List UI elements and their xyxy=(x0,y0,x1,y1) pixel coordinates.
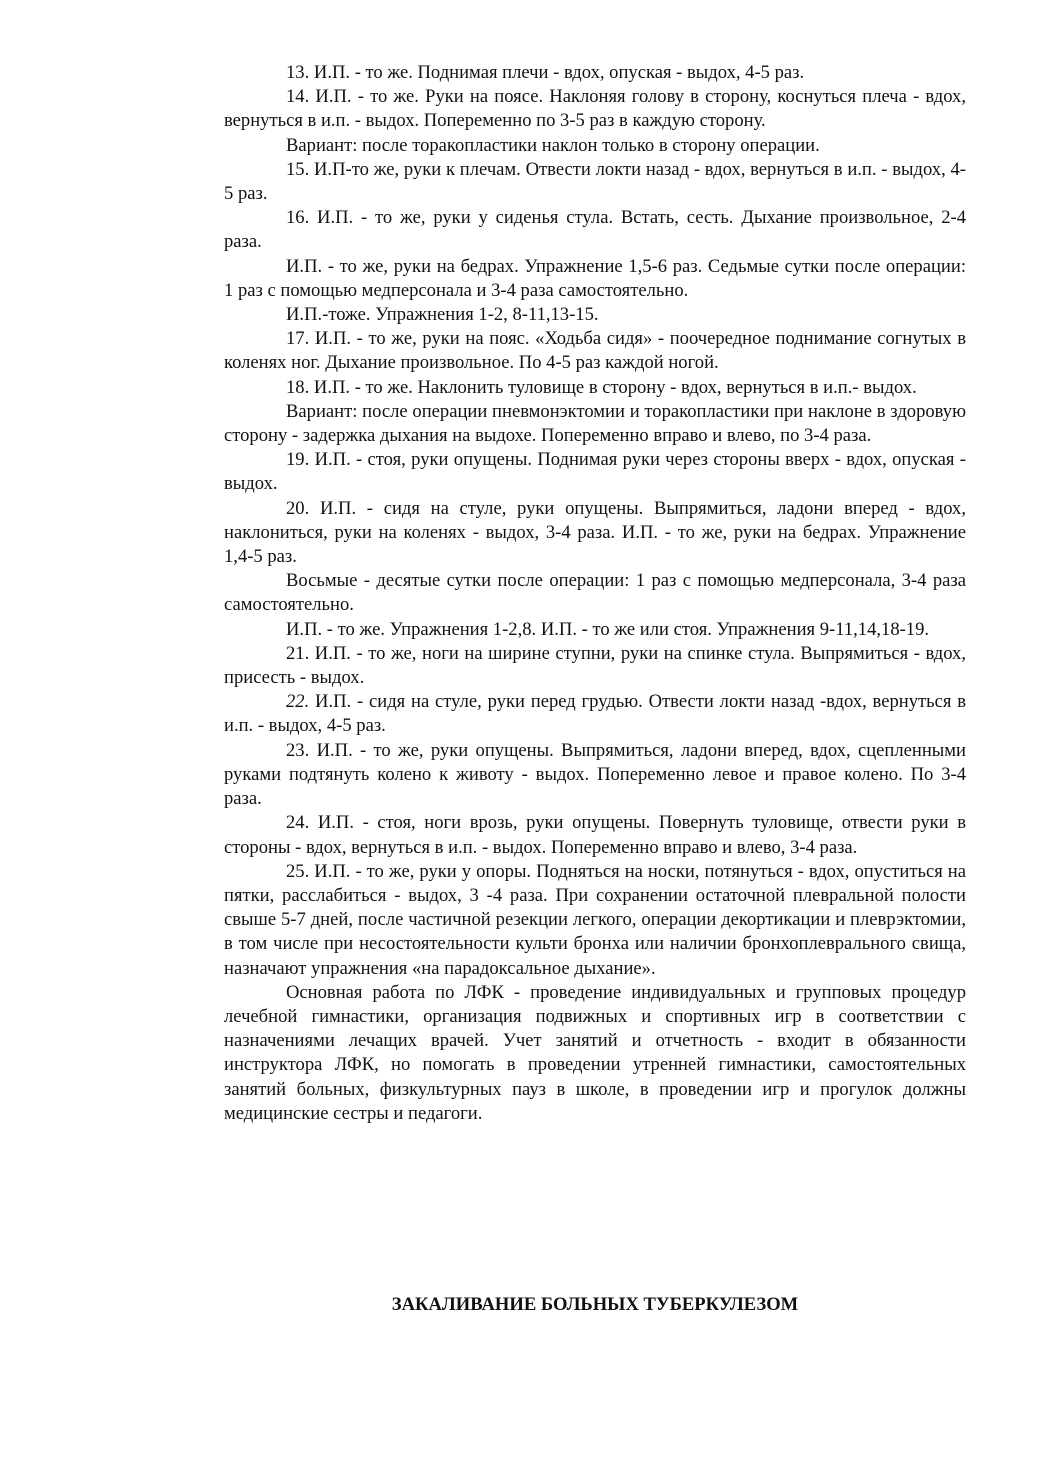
paragraph-exercise-21: 21. И.П. - то же, ноги на ширине ступни, руки на спинке стула. Выпрямиться - вдох, присесть - выдох. xyxy=(224,642,966,689)
paragraph-main-work: Основная работа по ЛФК - проведение индивидуальных и групповых процедур лечебной гимнастики, организация подвижных и спортивных игр в соответствии с назначениями лечащих врачей. Учет занятий и отчетность - входит в обязанности инструктора ЛФК, но помогать в проведении утренней гимнастики, самостоятельных занятий больных, физкультурных пауз в школе, в проведении игр и прогулок должны медицинские сестры и педагоги. xyxy=(224,981,966,1124)
section-heading: ЗАКАЛИВАНИЕ БОЛЬНЫХ ТУБЕРКУЛЕЗОМ xyxy=(391,1294,799,1315)
exercise-22-text: И.П. - сидя на стуле, руки перед грудью. Отвести локти назад -вдох, вернуться в и.п. - выдох, 4-5 раз. xyxy=(224,691,966,737)
paragraph-exercise-20: 20. И.П. - сидя на стуле, руки опущены. Выпрямиться, ладони вперед - вдох, наклониться, руки на коленях - выдох, 3-4 раза. И.П. - то же, руки на бедрах. Упражнение 1,4-5 раз. xyxy=(224,497,966,568)
paragraph-variant-thoracoplasty: Вариант: после торакопластики наклон только в сторону операции. xyxy=(286,134,820,156)
paragraph-exercise-13: 13. И.П. - то же. Поднимая плечи - вдох, опуская - выдох, 4-5 раз. xyxy=(286,62,805,83)
paragraph-variant-pneumonectomy: Вариант: после операции пневмонэктомии и торакопластики при наклоне в здоровую сторону - задержка дыхания на выдохе. Попеременно вправо и влево, по 3-4 раза. xyxy=(224,400,966,447)
exercise-22-number: 22. xyxy=(286,691,310,713)
paragraph-exercise-24: 24. И.П. - стоя, ноги врозь, руки опущены. Повернуть туловище, отвести руки в стороны - вдох, вернуться в и.п. - выдох. Попеременно вправо и влево, 3-4 раза. xyxy=(224,812,966,858)
paragraph-exercise-25: 25. И.П. - то же, руки у опоры. Подняться на носки, потянуться - вдох, опуститься на пятки, расслабиться - выдох, 3 -4 раза. При сохранении остаточной плевральной полости свыше 5-7 дней, после частичной резекции легкого, операции декортикации и плеврэктомии, в том числе при несостоятельности культи бронха или наличии бронхоплеврального свища, назначают упражнения «на парадоксальное дыхание». xyxy=(224,860,966,979)
paragraph-exercise-16: 16. И.П. - то же, руки у сиденья стула. Встать, сесть. Дыхание произвольное, 2-4 раза. xyxy=(224,207,966,253)
paragraph-exercise-15: 15. И.П-то же, руки к плечам. Отвести локти назад - вдох, вернуться в и.п. - выдох, 4-5 раз. xyxy=(224,158,966,205)
paragraph-exercise-14: 14. И.П. - то же. Руки на поясе. Наклоняя голову в сторону, коснуться плеча - вдох, вернуться в и.п. - выдох. Попеременно по 3-5 раз в каждую сторону. xyxy=(224,86,966,132)
paragraph-exercises-standing: И.П. - то же. Упражнения 1-2,8. И.П. - то же или стоя. Упражнения 9-11,14,18-19. xyxy=(286,618,930,640)
paragraph-exercise-17: 17. И.П. - то же, руки на пояс. «Ходьба сидя» - поочередное поднимание согнутых в коленях ног. Дыхание произвольное. По 4-5 раз каждой ногой. xyxy=(224,328,966,374)
paragraph-exercise-23: 23. И.П. - то же, руки опущены. Выпрямиться, ладони вперед, вдох, сцепленными руками подтянуть колено к животу - выдох. Попеременно левое и правое колено. По 3-4 раза. xyxy=(224,739,966,810)
paragraph-exercises-list: И.П.-тоже. Упражнения 1-2, 8-11,13-15. xyxy=(286,304,599,326)
paragraph-exercise-22 xyxy=(224,690,966,738)
paragraph-seventh-day: И.П. - то же, руки на бедрах. Упражнение 1,5-6 раз. Седьмые сутки после операции: 1 раз с помощью медперсонала и 3-4 раза самостоятельно. xyxy=(224,255,966,301)
document-body xyxy=(224,61,966,1126)
paragraph-eighth-tenth-day: Восьмые - десятые сутки после операции: 1 раз с помощью медперсонала, 3-4 раза самостоятельно. xyxy=(224,570,966,616)
paragraph-exercise-18: 18. И.П. - то же. Наклонить туловище в сторону - вдох, вернуться в и.п.- выдох. xyxy=(286,376,917,398)
paragraph-exercise-19: 19. И.П. - стоя, руки опущены. Поднимая руки через стороны вверх - вдох, опуская - выдох. xyxy=(224,449,966,495)
